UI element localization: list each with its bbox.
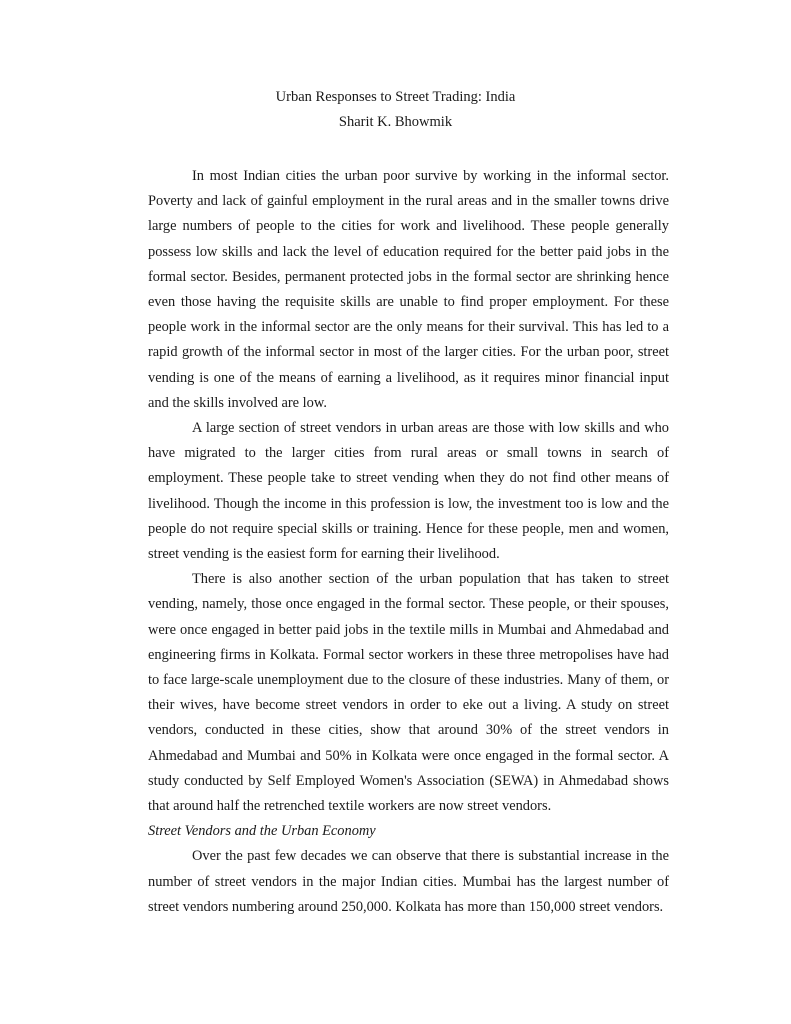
- body-text: [148, 164, 669, 920]
- paper-author: Sharit K. Bhowmik: [338, 114, 453, 130]
- section-paragraph: Over the past few decades we can observe that there is substantial increase in the number of street vendors in the major Indian cities. Mumbai has the largest number of street vendors numbering around 250,000. Kolkata has more than 150,000 street vendors.: [148, 848, 669, 915]
- paragraph-2: A large section of street vendors in urban areas are those with low skills and who have migrated to the larger cities from rural areas or small towns in search of employment. These people take to street vending when they do not find other means of livelihood. Though the income in this profession is low, the investment too is low and the people do not require special skills or training. Hence for these people, men and women, street vending is the easiest form for earning their livelihood.: [148, 420, 669, 563]
- paper-title: Urban Responses to Street Trading: India: [275, 89, 516, 105]
- paragraph-3: There is also another section of the urban population that has taken to street vending, namely, those once engaged in the formal sector. These people, or their spouses, were once engaged in better paid jobs in the textile mills in Mumbai and Ahmedabad and engineering firms in Kolkata. Formal sector workers in these three metropolises have had to face large-scale unemployment due to the closure of these industries. Many of them, or their wives, have become street vendors in order to eke out a living. A study on street vendors, conducted in these cities, show that around 30% of the street vendors in Ahmedabad and Mumbai and 50% in Kolkata were once engaged in the formal sector. A study conducted by Self Employed Women's Association (SEWA) in Ahmedabad shows that around half the retrenched textile workers are now street vendors.: [148, 571, 669, 815]
- section-heading: Street Vendors and the Urban Economy: [148, 823, 376, 840]
- paragraph-1: In most Indian cities the urban poor survive by working in the informal sector. Poverty and lack of gainful employment in the rural areas and in the smaller towns drive large numbers of people to the cities for work and livelihood. These people generally possess low skills and lack the level of education required for the better paid jobs in the formal sector. Besides, permanent protected jobs in the formal sector are shrinking hence even those having the requisite skills are unable to find proper employment. For these people work in the informal sector are the only means for their survival. This has led to a rapid growth of the informal sector in most of the larger cities. For the urban poor, street vending is one of the means of earning a livelihood, as it requires minor financial input and the skills involved are low.: [148, 168, 669, 411]
